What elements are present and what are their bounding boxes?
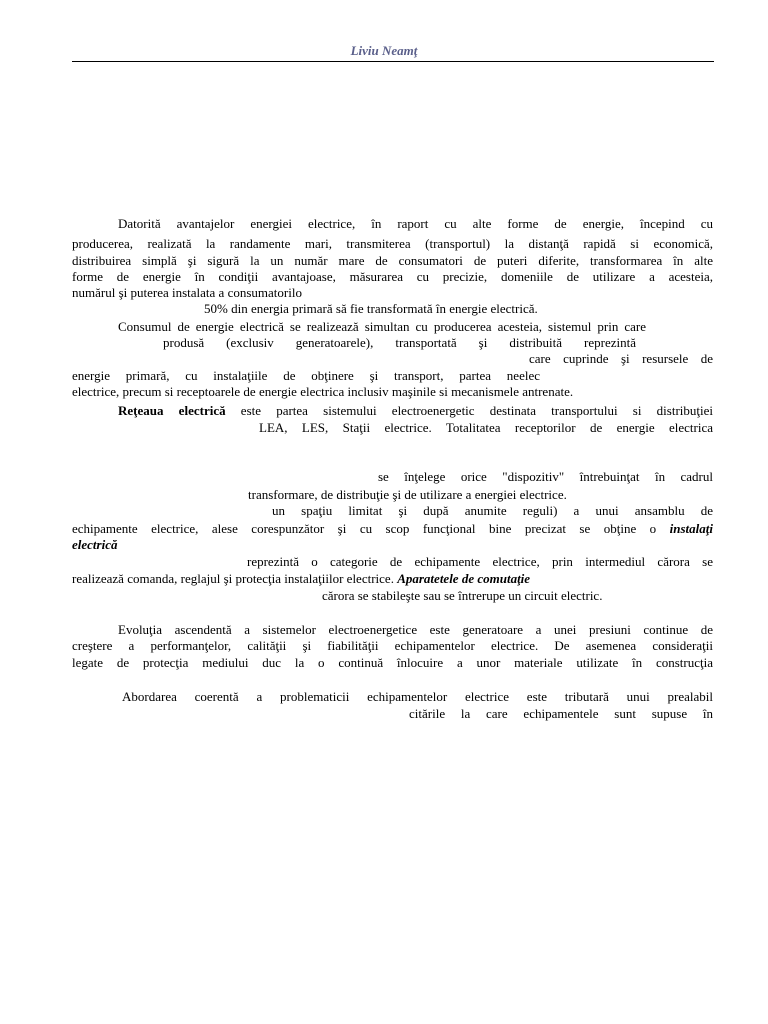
text-line: electrice, precum si receptoarele de energie electrica inclusiv maşinile si mecanismele antrenate.	[72, 384, 574, 399]
text-fragment: realizează comanda, reglajul şi protecţia instalaţiilor electrice.	[72, 571, 398, 586]
text-line: cărora se stabileşte sau se întrerupe un circuit electric.	[322, 588, 603, 603]
text-line	[72, 520, 713, 537]
page-header-author: Liviu Neamţ	[350, 43, 418, 58]
text-line	[72, 570, 530, 587]
text-line: produsă (exclusiv generatoarele), transportată şi distribuită reprezintă	[163, 335, 636, 350]
term-instalatii: instalaţi	[669, 521, 714, 536]
text-line: se înţelege orice "dispozitiv" întrebuinţat în cadrul	[378, 469, 713, 484]
text-line: reprezintă o categorie de echipamente electrice, prin intermediul cărora se	[247, 554, 713, 569]
text-line: citările la care echipamentele sunt supuse în	[409, 706, 713, 721]
text-line: un spaţiu limitat şi după anumite reguli) a unui ansamblu de	[272, 503, 713, 518]
text-line: legate de protecţia mediului duc la o continuă înlocuire a unor materiale utilizate în construcţia	[72, 655, 713, 670]
text-line: 50% din energia primară să fie transformată în energie electrică.	[204, 301, 538, 316]
header-divider	[72, 61, 714, 62]
term-retea-electrica: Reţeaua electrică	[118, 403, 226, 418]
text-fragment: este partea sistemului electroenergetic destinata transportului si distribuţiei	[225, 403, 714, 418]
text-line: producerea, realizată la randamente mari, transmiterea (transportul) la distanţă rapidă si economică,	[72, 236, 713, 251]
text-line: transformare, de distribuţie şi de utilizare a energiei electrice.	[248, 487, 567, 502]
text-line: distribuirea simplă şi sigură la un număr mare de consumatori de puteri diferite, transformarea în alte	[72, 253, 713, 268]
term-electrica: electrică	[72, 537, 118, 552]
text-line: energie primară, cu instalaţiile de obţinere şi transport, partea neelec	[72, 368, 540, 383]
text-line: Datorită avantajelor energiei electrice, în raport cu alte forme de energie, începind cu	[118, 216, 713, 231]
text-line: care cuprinde şi resursele de	[529, 351, 713, 366]
text-line: forme de energie în condiţii avantajoase, măsurarea cu precizie, domeniile de utilizare a acesteia,	[72, 269, 713, 284]
text-line: Evoluţia ascendentă a sistemelor electroenergetice este generatoare a unei presiuni continue de	[118, 622, 713, 637]
text-line: Abordarea coerentă a problematicii echipamentelor electrice este tributară unui prealabil	[122, 689, 713, 704]
text-line: Consumul de energie electrică se realizează simultan cu producerea acesteia, sistemul prin care	[118, 319, 646, 334]
text-line: LEA, LES, Staţii electrice. Totalitatea receptorilor de energie electrica	[259, 420, 713, 435]
text-line	[118, 402, 713, 419]
term-aparatele-de-comutatie: Aparatetele de comutaţie	[397, 571, 531, 586]
text-line: creştere a performanţelor, calităţii şi fiabilităţii echipamentelor electrice. De asemenea consideraţii	[72, 638, 713, 653]
text-fragment: echipamente electrice, alese corespunzător şi cu scop funcţional bine precizat se obţine o	[72, 521, 657, 536]
text-line: numărul şi puterea instalata a consumatorilo	[72, 285, 302, 300]
